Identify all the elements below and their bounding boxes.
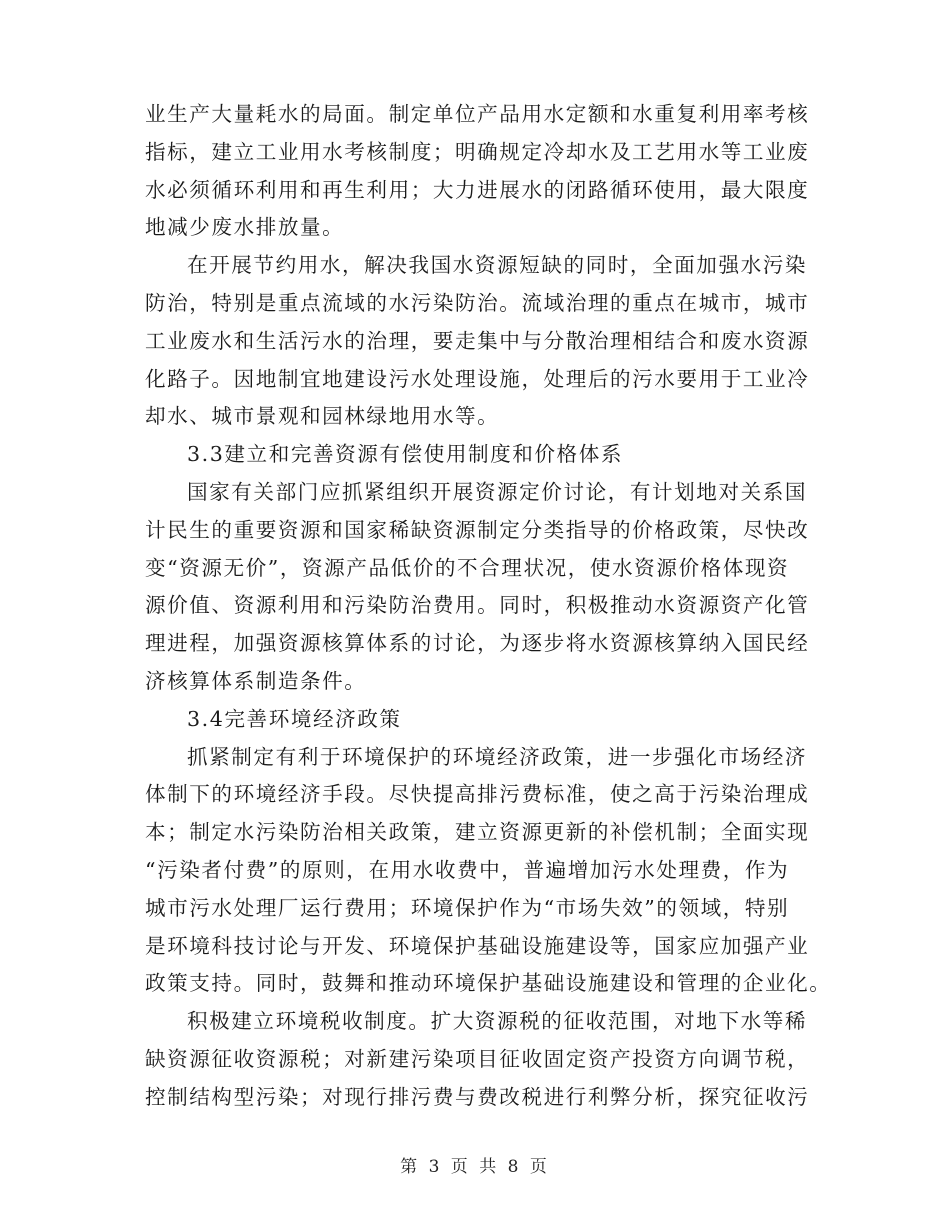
text-line: 却水、城市景观和园林绿地用水等。 [145,404,500,429]
page-footer [0,1152,950,1177]
text-line: 地减少废水排放量。 [145,215,345,240]
text-line: 是环境科技讨论与开发、环境保护基础设施建设等，国家应加强产业 [145,933,810,958]
text-line: “污染者付费”的原则，在用水收费中，普遍增加污水处理费，作为 [145,857,790,882]
text-line: 源价值、资源利用和污染防治费用。同时，积极推动水资源资产化管 [145,593,810,618]
text-line: 缺资源征收资源税；对新建污染项目征收固定资产投资方向调节税， [145,1046,810,1071]
text-line: 化路子。因地制宜地建设污水处理设施，处理后的污水要用于工业冷 [145,366,810,391]
text-line: 抓紧制定有利于环境保护的环境经济政策，进一步强化市场经济 [187,744,808,769]
text-line: 济核算体系制造条件。 [145,668,367,693]
page-number: 第 3 页 共 8 页 [400,1157,550,1177]
text-line: 指标，建立工业用水考核制度；明确规定冷却水及工艺用水等工业废 [145,139,810,164]
text-line: 工业废水和生活污水的治理，要走集中与分散治理相结合和废水资源 [145,328,810,353]
text-line: 变“资源无价”，资源产品低价的不合理状况，使水资源价格体现资 [145,555,790,580]
text-line: 政策支持。同时，鼓舞和推动环境保护基础设施建设和管理的企业化。 [145,971,832,996]
text-line: 体制下的环境经济手段。尽快提高排污费标准，使之高于污染治理成 [145,782,810,807]
text-line: 在开展节约用水，解决我国水资源短缺的同时，全面加强水污染 [187,253,808,278]
text-line: 城市污水处理厂运行费用；环境保护作为“市场失效”的领域，特别 [145,895,790,920]
text-line: 3.3建立和完善资源有偿使用制度和价格体系 [187,442,623,467]
text-line: 水必须循环利用和再生利用；大力进展水的闭路循环使用，最大限度 [145,177,810,202]
text-line: 计民生的重要资源和国家稀缺资源制定分类指导的价格政策，尽快改 [145,517,810,542]
text-line: 本；制定水污染防治相关政策，建立资源更新的补偿机制；全面实现 [145,820,810,845]
text-line: 业生产大量耗水的局面。制定单位产品用水定额和水重复利用率考核 [145,102,810,126]
text-line: 防治，特别是重点流域的水污染防治。流域治理的重点在城市，城市 [145,290,810,315]
text-line: 3.4完善环境经济政策 [187,706,402,731]
text-line: 国家有关部门应抓紧组织开展资源定价讨论，有计划地对关系国 [187,479,808,504]
text-line: 控制结构型污染；对现行排污费与费改税进行利弊分析，探究征收污 [145,1084,810,1109]
text-line: 积极建立环境税收制度。扩大资源税的征收范围，对地下水等稀 [187,1009,808,1034]
body-text [145,96,832,1117]
text-line: 理进程，加强资源核算体系的讨论，为逐步将水资源核算纳入国民经 [145,631,810,656]
